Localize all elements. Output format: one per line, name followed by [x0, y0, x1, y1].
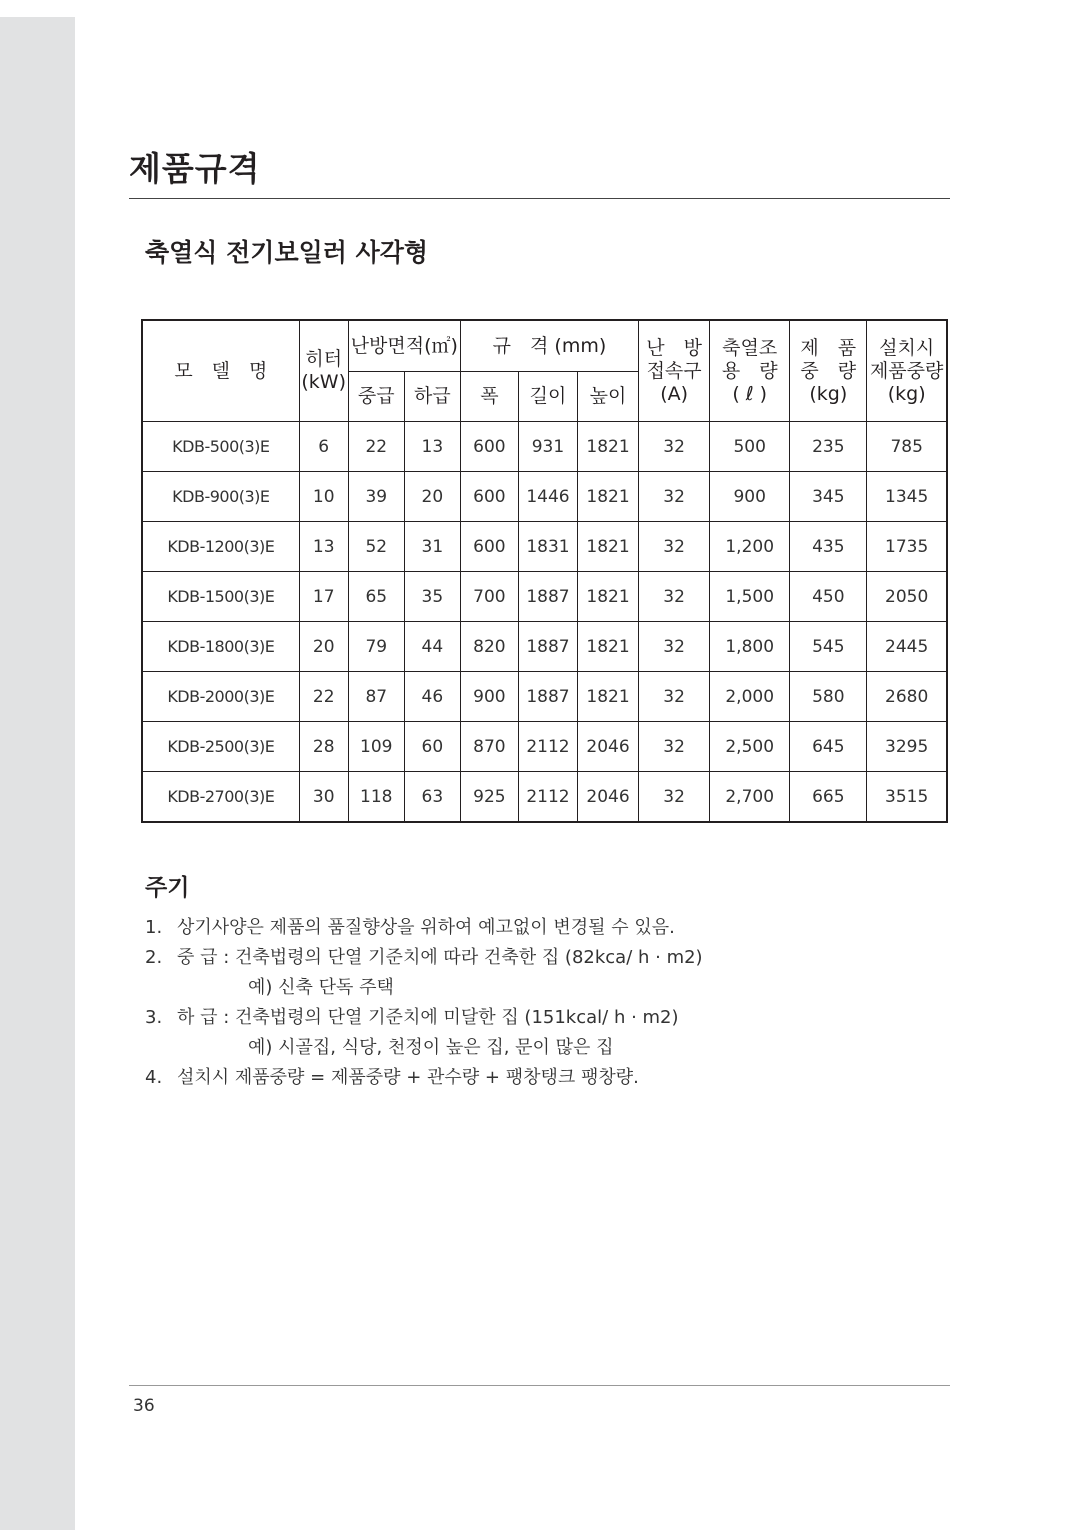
cell-weight: 645: [790, 722, 867, 772]
cell-width: 900: [460, 672, 518, 722]
cell-install: 2680: [867, 672, 947, 722]
table-row: [142, 772, 947, 823]
section-subtitle: 축열식 전기보일러 사각형: [145, 238, 429, 267]
cell-width: 600: [460, 522, 518, 572]
cell-mid: 22: [348, 422, 404, 472]
footer-divider: [129, 1385, 950, 1386]
notes-title: 주기: [145, 875, 190, 901]
cell-width: 600: [460, 422, 518, 472]
header-weight: [790, 320, 867, 422]
header-storage-line3: ( ℓ ): [732, 382, 768, 405]
cell-install: 1735: [867, 522, 947, 572]
note-number: 1.: [145, 917, 163, 938]
spec-table: [141, 319, 948, 823]
header-length: 길이: [518, 372, 577, 422]
cell-install: 1345: [867, 472, 947, 522]
note-item: [145, 913, 845, 943]
cell-install: 2050: [867, 572, 947, 622]
cell-height: 1821: [577, 522, 638, 572]
cell-length: 2112: [518, 722, 577, 772]
header-install-line1: 설치시: [879, 336, 935, 359]
notes-list: [145, 913, 845, 1093]
cell-height: 1821: [577, 672, 638, 722]
cell-length: 1887: [518, 572, 577, 622]
note-text: 중 급 : 건축법령의 단열 기준치에 따라 건축한 집 (82kca/ h · m2): [177, 947, 703, 968]
header-heater-label: 히터: [305, 348, 343, 370]
cell-heater: 20: [299, 622, 348, 672]
header-weight-line3: (kg): [809, 382, 848, 405]
cell-heater: 17: [299, 572, 348, 622]
note-number: 2.: [145, 947, 163, 968]
header-connection-line3: (A): [660, 382, 689, 405]
header-dimensions: 규 격 (mm): [460, 320, 638, 372]
cell-heater: 6: [299, 422, 348, 472]
note-number: 3.: [145, 1007, 163, 1028]
cell-low: 20: [404, 472, 460, 522]
cell-conn: 32: [639, 672, 710, 722]
note-text: 하 급 : 건축법령의 단열 기준치에 미달한 집 (151kcal/ h · m2): [177, 1007, 679, 1028]
table-row: [142, 572, 947, 622]
cell-conn: 32: [639, 572, 710, 622]
header-weight-line1: 제 품: [800, 336, 857, 359]
cell-low: 35: [404, 572, 460, 622]
cell-model: KDB-2000(3)E: [142, 672, 299, 722]
cell-length: 1887: [518, 672, 577, 722]
cell-install: 2445: [867, 622, 947, 672]
cell-mid: 109: [348, 722, 404, 772]
cell-low: 13: [404, 422, 460, 472]
cell-weight: 435: [790, 522, 867, 572]
cell-width: 600: [460, 472, 518, 522]
header-connection: [639, 320, 710, 422]
cell-height: 1821: [577, 472, 638, 522]
header-width: 폭: [460, 372, 518, 422]
cell-model: KDB-1500(3)E: [142, 572, 299, 622]
note-item: [145, 943, 845, 973]
cell-mid: 52: [348, 522, 404, 572]
table-row: [142, 722, 947, 772]
note-example: 예) 시골집, 식당, 천정이 높은 집, 문이 많은 집: [248, 1037, 614, 1058]
header-heater-unit: (kW): [301, 371, 347, 393]
side-margin-strip: [0, 17, 75, 1530]
header-area-mid: 중급: [348, 372, 404, 422]
cell-capacity: 900: [710, 472, 790, 522]
header-storage-line2: 용 량: [721, 359, 778, 382]
cell-width: 700: [460, 572, 518, 622]
header-weight-line2: 중 량: [800, 359, 857, 382]
cell-width: 820: [460, 622, 518, 672]
cell-capacity: 2,000: [710, 672, 790, 722]
cell-weight: 580: [790, 672, 867, 722]
cell-low: 60: [404, 722, 460, 772]
cell-weight: 665: [790, 772, 867, 823]
cell-height: 2046: [577, 772, 638, 823]
cell-capacity: 1,200: [710, 522, 790, 572]
table-row: [142, 672, 947, 722]
cell-mid: 118: [348, 772, 404, 823]
cell-install: 785: [867, 422, 947, 472]
cell-mid: 39: [348, 472, 404, 522]
header-install-weight: [867, 320, 947, 422]
table-row: [142, 472, 947, 522]
header-connection-line2: 접속구: [646, 359, 702, 382]
table-row: [142, 622, 947, 672]
header-area-low: 하급: [404, 372, 460, 422]
cell-install: 3515: [867, 772, 947, 823]
header-model: 모 델 명: [142, 320, 299, 422]
page-number: 36: [133, 1396, 155, 1416]
cell-length: 2112: [518, 772, 577, 823]
cell-low: 46: [404, 672, 460, 722]
cell-height: 1821: [577, 572, 638, 622]
header-install-line3: (kg): [887, 382, 926, 405]
header-height: 높이: [577, 372, 638, 422]
page-title: 제품규격: [129, 149, 261, 188]
cell-model: KDB-2500(3)E: [142, 722, 299, 772]
cell-height: 1821: [577, 622, 638, 672]
header-install-line2: 제품중량: [869, 359, 944, 382]
cell-install: 3295: [867, 722, 947, 772]
cell-length: 1446: [518, 472, 577, 522]
cell-conn: 32: [639, 472, 710, 522]
cell-width: 870: [460, 722, 518, 772]
cell-conn: 32: [639, 622, 710, 672]
header-heating-area: 난방면적(㎡): [348, 320, 460, 372]
note-item: [145, 1003, 845, 1033]
cell-conn: 32: [639, 722, 710, 772]
note-item: [145, 1063, 845, 1093]
note-text: 상기사양은 제품의 품질향상을 위하여 예고없이 변경될 수 있음.: [177, 917, 675, 938]
cell-length: 1831: [518, 522, 577, 572]
cell-mid: 79: [348, 622, 404, 672]
cell-heater: 22: [299, 672, 348, 722]
cell-weight: 450: [790, 572, 867, 622]
cell-capacity: 2,700: [710, 772, 790, 823]
cell-model: KDB-2700(3)E: [142, 772, 299, 823]
cell-length: 931: [518, 422, 577, 472]
cell-height: 2046: [577, 722, 638, 772]
cell-mid: 65: [348, 572, 404, 622]
cell-weight: 345: [790, 472, 867, 522]
cell-weight: 545: [790, 622, 867, 672]
title-divider: [129, 198, 950, 199]
cell-low: 63: [404, 772, 460, 823]
cell-heater: 28: [299, 722, 348, 772]
cell-length: 1887: [518, 622, 577, 672]
cell-height: 1821: [577, 422, 638, 472]
cell-model: KDB-500(3)E: [142, 422, 299, 472]
cell-width: 925: [460, 772, 518, 823]
note-text: 설치시 제품중량 = 제품중량 + 관수량 + 팽창탱크 팽창량.: [177, 1067, 639, 1088]
cell-capacity: 1,800: [710, 622, 790, 672]
cell-capacity: 2,500: [710, 722, 790, 772]
cell-model: KDB-900(3)E: [142, 472, 299, 522]
note-example: 예) 신축 단독 주택: [248, 977, 394, 998]
spec-table-body: [142, 422, 947, 823]
cell-conn: 32: [639, 522, 710, 572]
note-number: 4.: [145, 1067, 163, 1088]
table-row: [142, 422, 947, 472]
header-storage-line1: 축열조: [722, 336, 778, 359]
header-storage: [710, 320, 790, 422]
cell-model: KDB-1200(3)E: [142, 522, 299, 572]
header-heater: [299, 320, 348, 422]
cell-mid: 87: [348, 672, 404, 722]
cell-heater: 10: [299, 472, 348, 522]
cell-heater: 13: [299, 522, 348, 572]
cell-conn: 32: [639, 422, 710, 472]
header-connection-line1: 난 방: [646, 336, 702, 359]
cell-low: 44: [404, 622, 460, 672]
cell-low: 31: [404, 522, 460, 572]
cell-conn: 32: [639, 772, 710, 823]
cell-model: KDB-1800(3)E: [142, 622, 299, 672]
cell-capacity: 1,500: [710, 572, 790, 622]
table-row: [142, 522, 947, 572]
cell-weight: 235: [790, 422, 867, 472]
cell-capacity: 500: [710, 422, 790, 472]
cell-heater: 30: [299, 772, 348, 823]
